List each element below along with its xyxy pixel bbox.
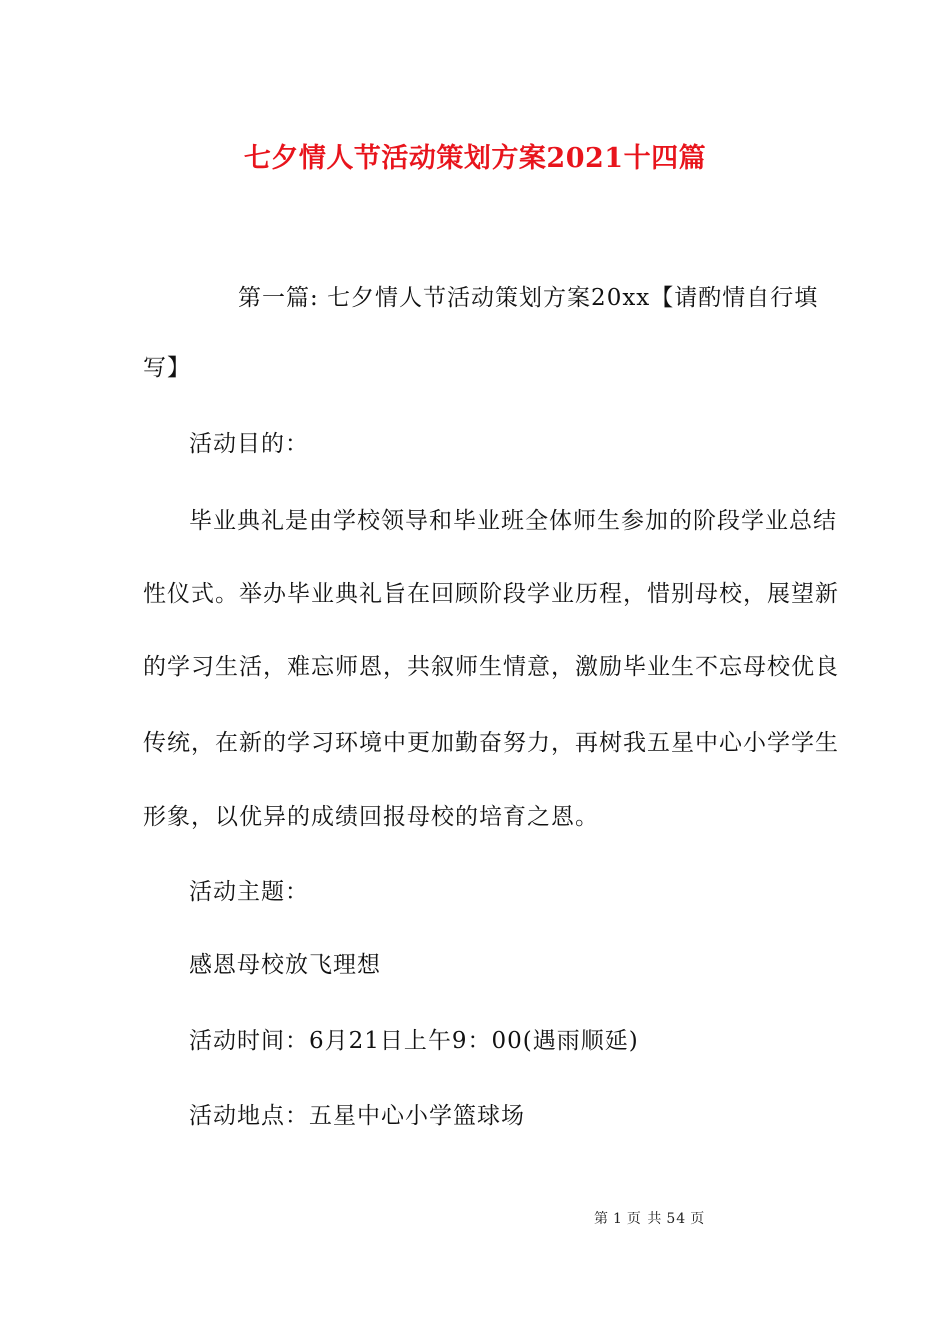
purpose-label: 活动目的： [189, 431, 309, 457]
activity-time: 活动时间：6月21日上午9：00(遇雨顺延) [189, 1028, 639, 1054]
purpose-paragraph-line-4: 传统，在新的学习环境中更加勤奋努力，再树我五星中心小学学生 [143, 730, 839, 756]
purpose-paragraph-line-3: 的学习生活，难忘师恩，共叙师生情意，激励毕业生不忘母校优良 [143, 654, 839, 680]
page-footer [594, 1208, 709, 1228]
footer-middle: 页 共 [626, 1211, 663, 1227]
section-heading-line-1: 第一篇: 七夕情人节活动策划方案20xx【请酌情自行填 [238, 285, 819, 311]
purpose-paragraph-line-5: 形象，以优异的成绩回报母校的培育之恩。 [143, 804, 599, 830]
theme-value: 感恩母校放飞理想 [189, 952, 381, 978]
document-title: 七夕情人节活动策划方案2021十四篇 [243, 143, 707, 174]
footer-prefix: 第 [594, 1211, 609, 1227]
footer-total-pages: 54 [666, 1211, 687, 1227]
footer-page-number: 1 [613, 1211, 623, 1227]
purpose-paragraph-line-1: 毕业典礼是由学校领导和毕业班全体师生参加的阶段学业总结 [189, 508, 837, 534]
footer-suffix: 页 [690, 1211, 706, 1227]
purpose-paragraph-line-2: 性仪式。举办毕业典礼旨在回顾阶段学业历程，惜别母校，展望新 [143, 581, 839, 607]
theme-label: 活动主题： [189, 879, 309, 905]
activity-place: 活动地点：五星中心小学篮球场 [189, 1103, 525, 1129]
section-heading-line-2: 写】 [143, 355, 191, 381]
